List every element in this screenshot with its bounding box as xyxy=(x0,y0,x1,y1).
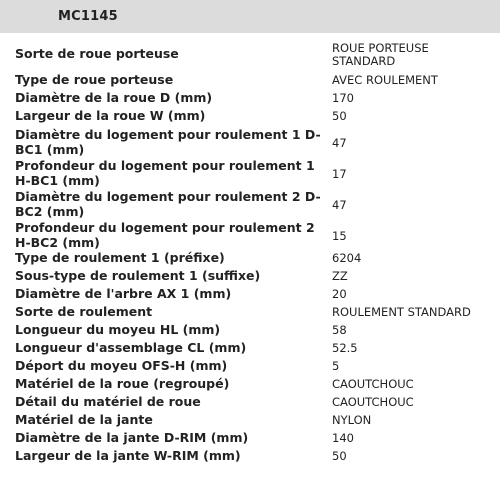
spec-value: NYLON xyxy=(332,413,372,427)
spec-row xyxy=(15,73,495,91)
spec-row xyxy=(15,377,495,395)
spec-row xyxy=(15,189,495,220)
spec-row xyxy=(15,158,495,189)
spec-value: ROULEMENT STANDARD xyxy=(332,305,471,319)
spec-row xyxy=(15,127,495,158)
spec-value: 58 xyxy=(332,323,347,337)
spec-label: Diamètre de l'arbre AX 1 (mm) xyxy=(15,286,232,301)
spec-label: Détail du matériel de roue xyxy=(15,394,201,409)
spec-value: 170 xyxy=(332,91,354,105)
spec-value: 5 xyxy=(332,359,340,373)
spec-value: 50 xyxy=(332,109,347,123)
spec-label: Diamètre du logement pour roulement 1 D-BC1 (mm) xyxy=(15,127,321,157)
spec-row xyxy=(15,109,495,127)
spec-row xyxy=(15,413,495,431)
spec-row xyxy=(15,431,495,449)
spec-label: Largeur de la roue W (mm) xyxy=(15,108,206,123)
spec-label: Diamètre du logement pour roulement 2 D-BC2 (mm) xyxy=(15,189,321,219)
spec-label: Déport du moyeu OFS-H (mm) xyxy=(15,358,228,373)
spec-label: Matériel de la jante xyxy=(15,412,153,427)
spec-value: CAOUTCHOUC xyxy=(332,377,414,391)
spec-label: Diamètre de la jante D-RIM (mm) xyxy=(15,430,249,445)
spec-table xyxy=(15,42,495,467)
spec-row xyxy=(15,287,495,305)
spec-row xyxy=(15,220,495,251)
spec-label: Profondeur du logement pour roulement 1 H-BC1 (mm) xyxy=(15,158,315,188)
spec-label: Sorte de roulement xyxy=(15,304,153,319)
spec-label: Matériel de la roue (regroupé) xyxy=(15,376,230,391)
spec-label: Sous-type de roulement 1 (suffixe) xyxy=(15,268,261,283)
product-code: MC1145 xyxy=(58,9,118,24)
spec-label: Profondeur du logement pour roulement 2 H-BC2 (mm) xyxy=(15,220,315,250)
spec-row xyxy=(15,269,495,287)
spec-value: 52.5 xyxy=(332,341,358,355)
spec-label: Type de roue porteuse xyxy=(15,72,174,87)
spec-value: 50 xyxy=(332,449,347,463)
spec-label: Longueur d'assemblage CL (mm) xyxy=(15,340,247,355)
spec-value: 20 xyxy=(332,287,347,301)
spec-row xyxy=(15,395,495,413)
spec-value: 15 xyxy=(332,229,347,243)
spec-row xyxy=(15,42,495,73)
spec-value: AVEC ROULEMENT xyxy=(332,73,438,87)
spec-value: ROUE PORTEUSE STANDARD xyxy=(332,41,429,68)
spec-row xyxy=(15,341,495,359)
spec-value: 47 xyxy=(332,198,347,212)
spec-label: Largeur de la jante W-RIM (mm) xyxy=(15,448,241,463)
spec-row xyxy=(15,323,495,341)
spec-label: Sorte de roue porteuse xyxy=(15,46,179,61)
spec-row xyxy=(15,91,495,109)
spec-value: ZZ xyxy=(332,269,348,283)
spec-row xyxy=(15,449,495,467)
spec-row xyxy=(15,251,495,269)
header-bar xyxy=(0,0,500,33)
spec-value: 47 xyxy=(332,136,347,150)
spec-value: 6204 xyxy=(332,251,362,265)
spec-row xyxy=(15,359,495,377)
spec-row xyxy=(15,305,495,323)
spec-label: Longueur du moyeu HL (mm) xyxy=(15,322,221,337)
spec-value: 17 xyxy=(332,167,347,181)
spec-label: Diamètre de la roue D (mm) xyxy=(15,90,213,105)
spec-value: CAOUTCHOUC xyxy=(332,395,414,409)
spec-value: 140 xyxy=(332,431,354,445)
spec-label: Type de roulement 1 (préfixe) xyxy=(15,250,225,265)
